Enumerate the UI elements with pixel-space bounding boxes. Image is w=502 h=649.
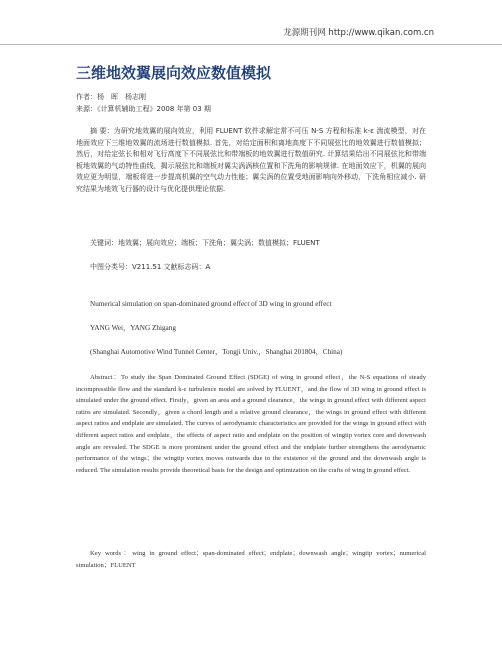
title-en: Numerical simulation on span-dominated ground effect of 3D wing in ground effect bbox=[90, 300, 332, 308]
affiliation-en: (Shanghai Automotive Wind Tunnel Center，Tongji Univ.，Shanghai 201804，China) bbox=[90, 348, 343, 356]
authors-en: YANG Wei，YANG Zhigang bbox=[90, 324, 176, 332]
abstract-en: Abstract：To study the Span Dominated Ground Effect (SDGE) of wing in ground effect，the N-S equations of steady incompressible flow and the standard k-ε turbulence model are solved by FLUENT，and the flow of 3D wing in ground effect is simulated under the ground effect. Firstly，given an area and a ground clearance，the wings in ground effect with different aspect ratios are simulated. Secondly，given a chord length and a relative ground clearance，the wings in ground effect with different aspect ratios and endplate are simulated. The curves of aerodynamic characteristics are provided for the wings in ground effect with different aspect ratios and endplate，the effects of aspect ratio and endplate on the position of wingtip vortex core and downwash angle are revealed. The SDGE is more prominent under the ground effect and the endplate further strengthens the aerodynamic performance of the wings；the wingtip vortex moves outwards due to the existence of the ground and the downwash angle is reduced. The simulation results provide theoretical basis for the design and optimization on the crafts of wing in ground effect. bbox=[76, 374, 426, 474]
keywords-cn: 关键词：地效翼；展向效应；端板；下洗角；翼尖涡；数值模拟；FLUENT bbox=[90, 239, 320, 247]
article-authors: 作者：杨 晖 杨志刚 bbox=[76, 93, 146, 101]
clc-number: 中图分类号：V211.51 文献标志码：A bbox=[90, 263, 211, 271]
keywords-en: Key words：wing in ground effect；span-dominated effect；endplate；downwash angle；wingtip vortex；numerical simulation；FLUENT bbox=[76, 550, 426, 569]
header-divider bbox=[0, 44, 502, 45]
abstract-cn: 摘 要：为研究地效翼的展向效应，利用 FLUENT 软件求解定常不可压 N-S 方程和标准 k-ε 湍流模型，对在地面效应下三维地效翼的流场进行数值模拟. 首先，对给定面积和离地高度下不同展弦比的地效翼进行数值模拟；然后，对给定弦长和相对飞行高度下不同展弦比和带端板的地效翼进行数值研究. 计算结果给出不同展弦比和带端板地效翼的气动特性曲线，揭示展弦比和端板对翼尖涡涡核位置和下洗角的影响规律. 在地面效应下，机翼的展向效应更为明显，端板将进一步提高机翼的空气动力性能；翼尖涡的位置受地面影响向外移动，下洗角相应减小. 研究结果为地效飞行器的设计与优化提供理论依据. bbox=[76, 127, 426, 193]
article-source: 来源：《计算机辅助工程》2008 年第 03 期 bbox=[76, 105, 211, 113]
article-title: 三维地效翼展向效应数值模拟 bbox=[76, 64, 272, 82]
header-source: 龙源期刊网 http://www.qikan.com.cn bbox=[283, 28, 434, 38]
